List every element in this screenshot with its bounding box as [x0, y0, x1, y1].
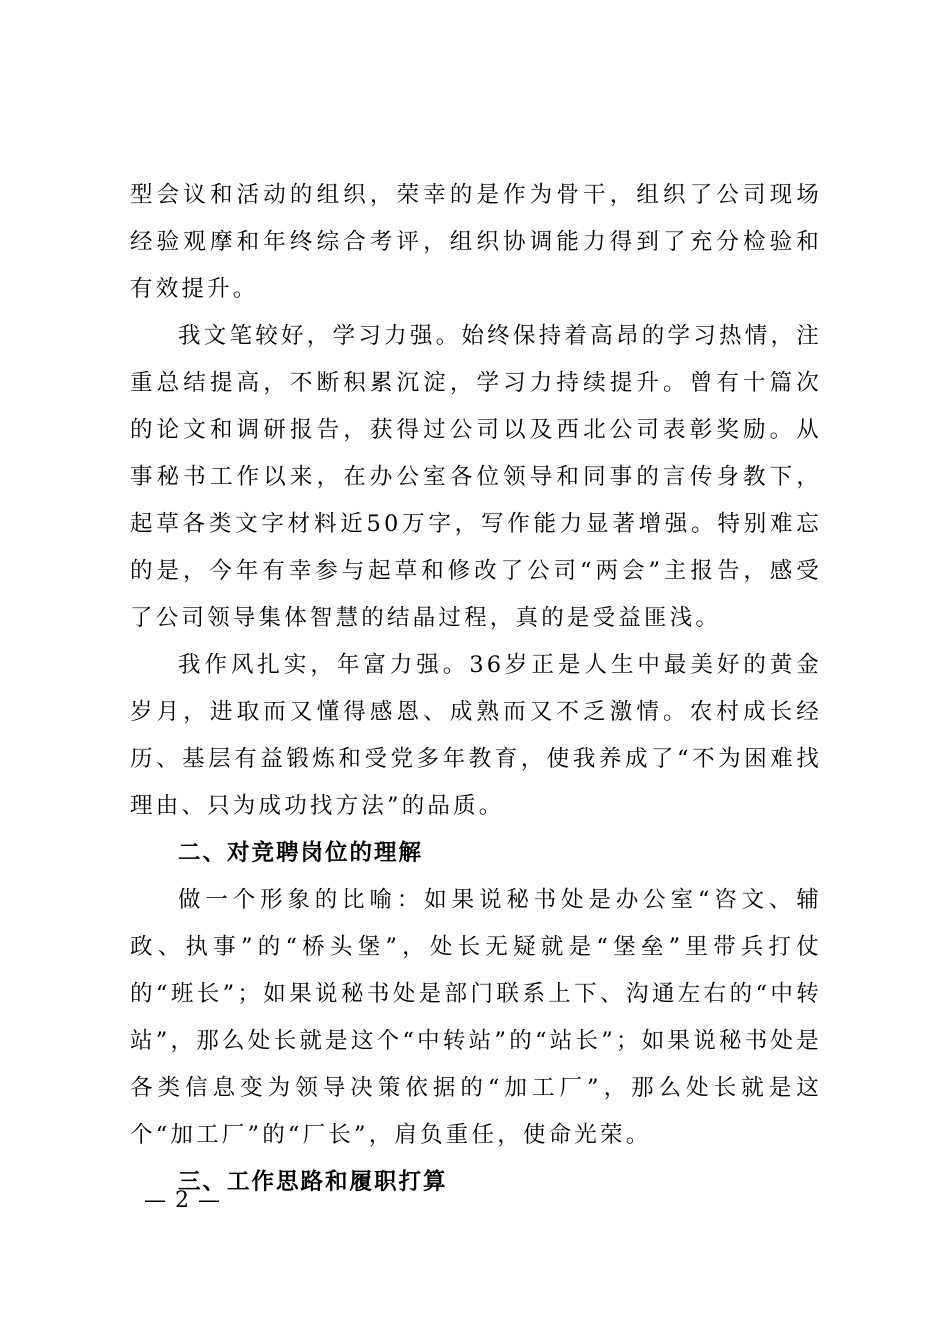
section-heading-plans: 三、工作思路和履职打算 — [178, 1169, 448, 1195]
paragraph-writing-skills: 我文笔较好，学习力强。始终保持着高昂的学习热情，注重总结提高，不断积累沉淀，学习力持续提升。曾有十篇次的论文和调研报告，获得过公司以及西北公司表彰奖励。从事秘书工作以来，在办公室各位领导和同事的言传身教下，起草各类文字材料近50万字，写作能力显著增强。特别难忘的是，今年有幸参与起草和修改了公司“两会”主报告，感受了公司领导集体智慧的结晶过程，真的是受益匪浅。 — [130, 323, 822, 631]
paragraph-work-style: 我作风扎实，年富力强。36岁正是人生中最美好的黄金岁月，进取而又懂得感恩、成熟而又不乏激情。农村成长经历、基层有益锻炼和受党多年教育，使我养成了“不为困难找理由、只为成功找方法”的品质。 — [130, 652, 822, 819]
document-body — [130, 172, 822, 1206]
page-number: — 2 — — [144, 1188, 221, 1213]
paragraph-continuation: 型会议和活动的组织，荣幸的是作为骨干，组织了公司现场经验观摩和年终综合考评，组织协调能力得到了充分检验和有效提升。 — [130, 182, 822, 302]
paragraph-metaphor: 做一个形象的比喻：如果说秘书处是办公室“咨文、辅政、执事”的“桥头堡”，处长无疑就是“堡垒”里带兵打仗的“班长”；如果说秘书处是部门联系上下、沟通左右的“中转站”，那么处长就是这个“中转站”的“站长”；如果说秘书处是各类信息变为领导决策依据的“加工厂”，那么处长就是这个“加工厂”的“厂长”，肩负重任，使命光荣。 — [130, 887, 822, 1148]
section-heading-understanding: 二、对竞聘岗位的理解 — [178, 840, 424, 866]
